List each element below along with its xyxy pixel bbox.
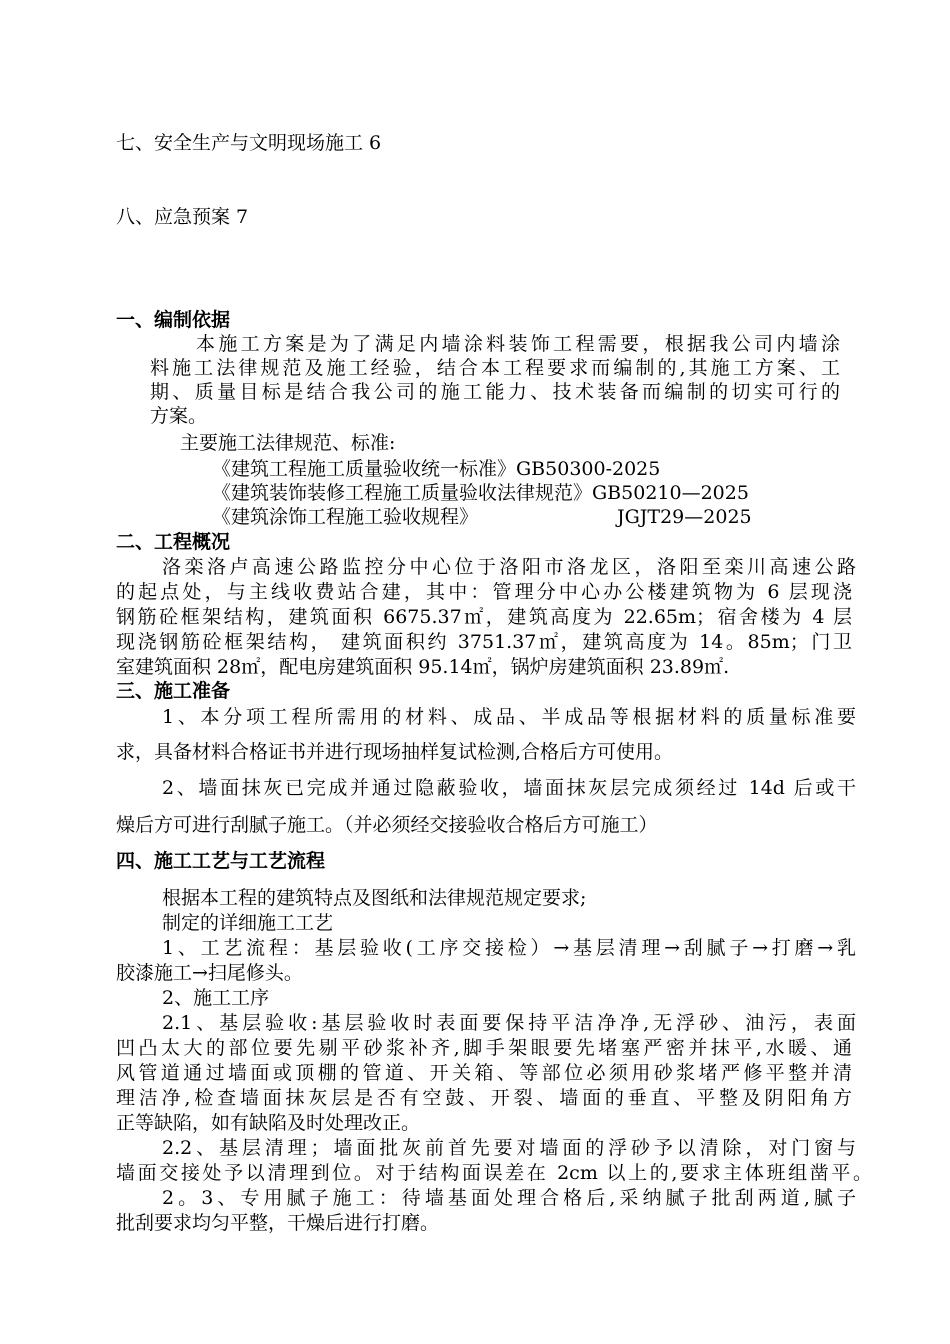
- paragraph-line: 现浇钢筋砼框架结构， 建筑面积约 3751.37㎡，建筑高度为 14。85m；门卫: [116, 631, 852, 653]
- toc-item-8: 八、应急预案 7: [116, 206, 249, 228]
- paragraph-line: 料施工法律规范及施工经验，结合本工程要求而编制的,其施工方案、工: [150, 357, 840, 379]
- standard-code: JGJT29—2025: [617, 506, 752, 528]
- paragraph-line: 本施工方案是为了满足内墙涂料装饰工程需要，根据我公司内墙涂: [196, 333, 840, 355]
- standards-intro: 主要施工法律规范、标准:: [180, 432, 396, 454]
- paragraph-line: 的起点处，与主线收费站合建，其中：管理分中心办公楼建筑物为 6 层现浇: [116, 581, 852, 603]
- paragraph-line: 正等缺陷，如有缺陷及时处理改正。: [116, 1112, 421, 1134]
- paragraph-line: 墙面交接处予以清理到位。对于结构面误差在 2cm 以上的,要求主体班组凿平。: [116, 1162, 872, 1184]
- standard-item: 《建筑工程施工质量验收统一标准》GB50300-2025: [212, 458, 661, 480]
- paragraph-line: 1、工艺流程：基层验收(工序交接检）→基层清理→刮腻子→打磨→乳: [162, 937, 856, 959]
- paragraph-line: 求，具备材料合格证书并进行现场抽样复试检测,合格后方可使用。: [116, 741, 674, 763]
- paragraph-line: 洛栾洛卢高速公路监控分中心位于洛阳市洛龙区，洛阳至栾川高速公路: [162, 556, 856, 578]
- section-heading: 二、工程概况: [116, 531, 231, 553]
- paragraph-line: 燥后方可进行刮腻子施工。（并必须经交接验收合格后方可施工）: [116, 814, 658, 836]
- paragraph-line: 2、墙面抹灰已完成并通过隐蔽验收，墙面抹灰层完成须经过 14d 后或干: [162, 777, 856, 799]
- paragraph-line: 根据本工程的建筑特点及图纸和法律规范规定要求;: [162, 887, 587, 909]
- paragraph-line: 2、施工工序: [162, 987, 270, 1009]
- paragraph-line: 批刮要求均匀平整，干燥后进行打磨。: [116, 1212, 440, 1234]
- paragraph-line: 方案。: [150, 405, 208, 427]
- paragraph-line: 2。3、专用腻子施工：待墙基面处理合格后,采纳腻子批刮两道,腻子: [162, 1187, 856, 1209]
- toc-item-7: 七、安全生产与文明现场施工 6: [116, 132, 382, 154]
- section-heading: 三、施工准备: [116, 680, 231, 702]
- section-heading: 四、施工工艺与工艺流程: [116, 850, 326, 872]
- standard-item: 《建筑装饰装修工程施工质量验收法律规范》GB50210—2025: [212, 482, 749, 504]
- paragraph-line: 1、本分项工程所需用的材料、成品、半成品等根据材料的质量标准要: [162, 706, 856, 728]
- paragraph-line: 凹凸太大的部位要先剔平砂浆补齐,脚手架眼要先堵塞严密并抹平,水暖、通: [116, 1037, 852, 1059]
- paragraph-line: 钢筋砼框架结构，建筑面积 6675.37㎡，建筑高度为 22.65m；宿舍楼为 4 层: [116, 606, 852, 628]
- standard-item: 《建筑涂饰工程施工验收规程》: [212, 506, 479, 528]
- paragraph-line: 2.2、基层清理；墙面批灰前首先要对墙面的浮砂予以清除，对门窗与: [162, 1137, 856, 1159]
- paragraph-line: 风管道通过墙面或顶棚的管道、开关箱、等部位必须用砂浆堵严修平整并清: [116, 1062, 852, 1084]
- paragraph-line: 室建筑面积 28㎡，配电房建筑面积 95.14㎡，锅炉房建筑面积 23.89㎡.: [116, 656, 730, 678]
- section-heading: 一、编制依据: [116, 309, 231, 331]
- paragraph-line: 胶漆施工→扫尾修头。: [116, 962, 303, 984]
- paragraph-line: 理洁净,检查墙面抹灰层是否有空鼓、开裂、墙面的垂直、平整及阴阳角方: [116, 1087, 852, 1109]
- paragraph-line: 2.1、基层验收:基层验收时表面要保持平洁净净,无浮砂、油污，表面: [162, 1012, 856, 1034]
- paragraph-line: 期、质量目标是结合我公司的施工能力、技术装备而编制的切实可行的: [150, 381, 840, 403]
- paragraph-line: 制定的详细施工工艺: [162, 912, 334, 934]
